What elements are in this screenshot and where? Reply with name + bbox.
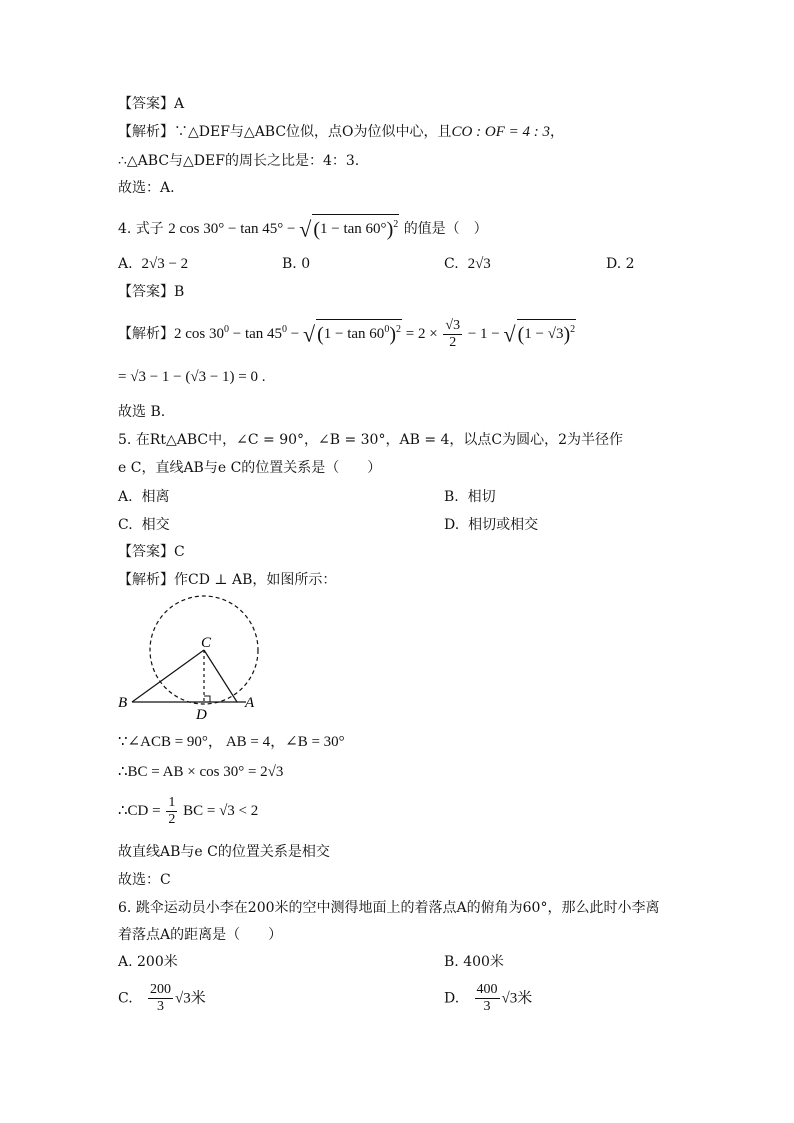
segment-ca bbox=[204, 650, 237, 702]
q4-option-d[interactable] bbox=[606, 254, 635, 274]
q3-analysis-line1 bbox=[118, 122, 564, 142]
q5-step3 bbox=[118, 795, 258, 828]
label-b: B bbox=[118, 695, 128, 711]
q6-option-d[interactable] bbox=[444, 982, 532, 1015]
q5-stem-line1 bbox=[118, 430, 623, 450]
q5-stem-line2: e C，直线AB与e C的位置关系是（ ） bbox=[118, 460, 382, 476]
option-fraction bbox=[475, 982, 500, 1015]
question-number: 5. bbox=[118, 432, 132, 448]
q5-stem-text: 在Rt△ABC中，∠C = 90°，∠B = 30°，AB = 4，以点C为圆心，2为半径作 bbox=[135, 432, 624, 448]
option-letter: C. bbox=[118, 517, 133, 533]
analysis-label: 【解析】 bbox=[118, 124, 174, 140]
fraction-half bbox=[166, 795, 177, 828]
q6-stem-line1 bbox=[118, 898, 659, 918]
question-number: 6. bbox=[118, 900, 132, 916]
option-letter: C. bbox=[118, 990, 133, 1007]
option-tail: √3米 bbox=[175, 990, 206, 1007]
numerator: 1 bbox=[168, 795, 176, 810]
q4-option-b[interactable] bbox=[282, 254, 310, 274]
q4-result-line: = √3 − 1 − (√3 − 1) = 0 . bbox=[118, 369, 266, 385]
option-value: 0 bbox=[301, 256, 311, 272]
q5-answer: 【答案】C bbox=[118, 544, 185, 560]
q4-analysis-expression: 2 $\cos 30^0 - \tan 45^0$ − √ $(1 - \tan 60^0)^2 = 2$ × $\frac{√3}{2}$ − 1 − √ $(1 - √3)^2$ bbox=[174, 318, 576, 350]
q4-answer: 【答案】B bbox=[118, 284, 185, 300]
q3-answer: 【答案】A bbox=[118, 96, 185, 112]
analysis-label: 【解析】 bbox=[118, 325, 174, 342]
q3-choice: 故选：A. bbox=[118, 180, 175, 196]
q4-stem bbox=[118, 214, 488, 240]
q5-option-c[interactable] bbox=[118, 515, 170, 535]
ratio-formula: CO : OF = 4 : 3 bbox=[451, 124, 550, 140]
q4-stem-pre: 式子 bbox=[135, 221, 164, 237]
q5-option-d[interactable] bbox=[444, 515, 538, 535]
q5-option-a[interactable] bbox=[118, 487, 169, 507]
option-letter: D. bbox=[606, 256, 622, 272]
q5-analysis: 【解析】作CD ⊥ AB，如图所示： bbox=[118, 572, 337, 588]
option-fraction bbox=[148, 982, 173, 1015]
geometry-figure bbox=[110, 592, 270, 727]
option-value: 2√3 bbox=[467, 256, 491, 272]
option-letter: A. bbox=[118, 954, 133, 970]
q4-stem-post: 的值是（ ） bbox=[403, 221, 488, 237]
q5-conclusion: 故直线AB与e C的位置关系是相交 bbox=[118, 844, 330, 860]
q5-step1: ∵∠ACB = 90°， AB = 4，∠B = 30° bbox=[118, 734, 345, 750]
q5-step2: ∴BC = AB × cos 30° = 2√3 bbox=[118, 764, 284, 780]
question-number: 4. bbox=[118, 221, 132, 237]
option-letter: B. bbox=[282, 256, 297, 272]
q4-option-a[interactable] bbox=[118, 254, 188, 274]
option-value: 相离 bbox=[141, 489, 170, 505]
option-value: 400米 bbox=[463, 954, 504, 970]
q5-choice: 故选：C bbox=[118, 872, 171, 888]
denominator: 2 bbox=[168, 812, 176, 827]
option-value: 2 bbox=[625, 256, 635, 272]
option-letter: A. bbox=[118, 489, 133, 505]
option-value: 相交 bbox=[141, 517, 170, 533]
q4-choice: 故选 B. bbox=[118, 404, 166, 420]
q6-stem-line2: 着落点A的距离是（ ） bbox=[118, 927, 283, 943]
segment-bc bbox=[132, 650, 204, 702]
step3-post: BC = √3 < 2 bbox=[183, 802, 259, 819]
q4-option-c[interactable] bbox=[444, 254, 491, 274]
q3-analysis-text: ∵△DEF与△ABC位似，点O为位似中心，且 bbox=[174, 124, 452, 140]
comma: ， bbox=[550, 124, 564, 140]
q4-analysis bbox=[118, 318, 576, 351]
q4-expression: 2 cos 30° − tan 45° − √ $(1 - \tan 60^\circ)^2$ bbox=[168, 221, 399, 237]
numerator: 400 bbox=[476, 982, 498, 997]
option-letter: D. bbox=[444, 517, 460, 533]
option-value: 200米 bbox=[137, 954, 178, 970]
option-letter: D. bbox=[444, 990, 460, 1007]
q6-stem-text: 跳伞运动员小李在200米的空中测得地面上的着落点A的俯角为60°，那么此时小李离 bbox=[135, 900, 660, 916]
option-letter: B. bbox=[444, 489, 459, 505]
numerator: 200 bbox=[150, 982, 172, 997]
q6-option-b[interactable] bbox=[444, 952, 504, 972]
label-d: D bbox=[196, 707, 207, 723]
option-value: 相切或相交 bbox=[468, 517, 539, 533]
q5-option-b[interactable] bbox=[444, 487, 496, 507]
q3-analysis-line2: ∴△ABC与△DEF的周长之比是：4：3. bbox=[118, 153, 360, 169]
option-letter: A. bbox=[118, 256, 133, 272]
q6-option-a[interactable] bbox=[118, 952, 178, 972]
q6-option-c[interactable] bbox=[118, 982, 206, 1015]
denominator: 3 bbox=[483, 999, 491, 1014]
option-letter: C. bbox=[444, 256, 459, 272]
label-c: C bbox=[201, 635, 212, 651]
right-angle-mark bbox=[204, 696, 210, 702]
denominator: 3 bbox=[157, 999, 165, 1014]
option-tail: √3米 bbox=[501, 990, 533, 1007]
step3-pre: ∴CD = bbox=[118, 802, 161, 819]
label-a: A bbox=[245, 695, 255, 711]
option-letter: B. bbox=[444, 954, 459, 970]
option-value: 相切 bbox=[467, 489, 496, 505]
option-value: 2√3 − 2 bbox=[141, 256, 189, 272]
